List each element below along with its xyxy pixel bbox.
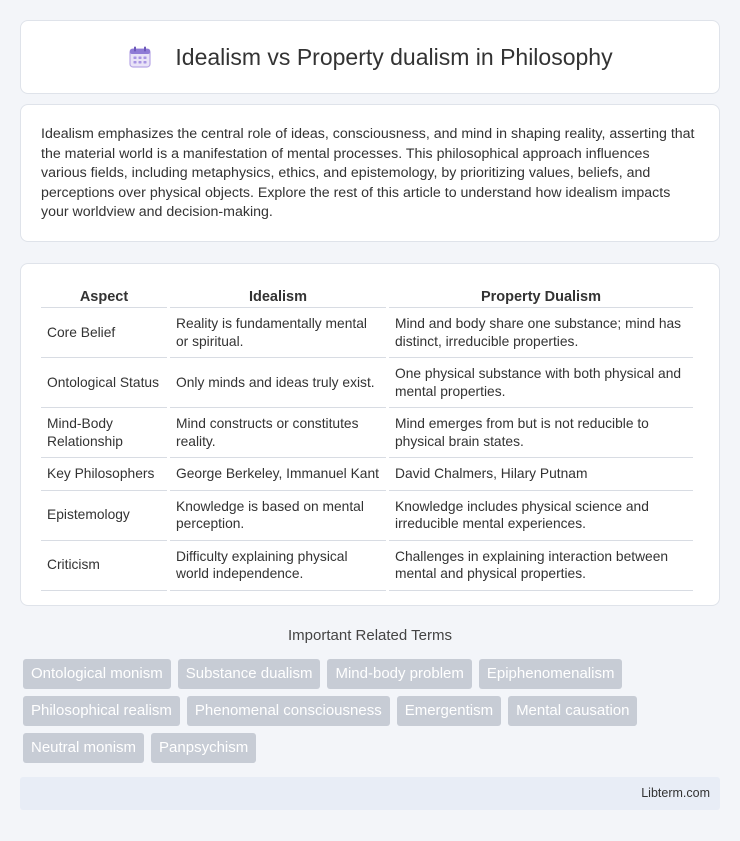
- intro-card: [20, 104, 720, 242]
- table-row: [41, 541, 693, 591]
- row-property-dualism: Mind emerges from but is not reducible to physical brain states.: [389, 408, 693, 458]
- table-row: [41, 408, 693, 458]
- related-term-tag[interactable]: Epiphenomenalism: [479, 659, 623, 689]
- comparison-table-card: [20, 263, 720, 606]
- table-row: [41, 308, 693, 358]
- table-row: [41, 358, 693, 408]
- row-aspect: Ontological Status: [41, 358, 167, 408]
- row-property-dualism: Mind and body share one substance; mind has distinct, irreducible properties.: [389, 308, 693, 358]
- title-card: [20, 20, 720, 94]
- related-term-tag[interactable]: Emergentism: [397, 696, 501, 726]
- related-term-tag[interactable]: Mind-body problem: [327, 659, 471, 689]
- row-property-dualism: Challenges in explaining interaction between mental and physical properties.: [389, 541, 693, 591]
- table-row: [41, 458, 693, 491]
- related-term-tag[interactable]: Substance dualism: [178, 659, 321, 689]
- comparison-table: [38, 286, 696, 591]
- related-term-tag[interactable]: Neutral monism: [23, 733, 144, 763]
- row-idealism: Mind constructs or constitutes reality.: [170, 408, 386, 458]
- row-aspect: Mind-Body Relationship: [41, 408, 167, 458]
- header-idealism: Idealism: [170, 286, 386, 308]
- row-idealism: Knowledge is based on mental perception.: [170, 491, 386, 541]
- row-aspect: Core Belief: [41, 308, 167, 358]
- row-idealism: Reality is fundamentally mental or spiritual.: [170, 308, 386, 358]
- header-aspect: Aspect: [41, 286, 167, 308]
- related-term-tag[interactable]: Mental causation: [508, 696, 637, 726]
- related-term-tag[interactable]: Panpsychism: [151, 733, 256, 763]
- related-terms-heading: Important Related Terms: [288, 627, 452, 644]
- row-property-dualism: One physical substance with both physical and mental properties.: [389, 358, 693, 408]
- row-property-dualism: David Chalmers, Hilary Putnam: [389, 458, 693, 491]
- related-term-tag[interactable]: Phenomenal consciousness: [187, 696, 390, 726]
- row-aspect: Criticism: [41, 541, 167, 591]
- related-term-tag[interactable]: Ontological monism: [23, 659, 171, 689]
- row-aspect: Key Philosophers: [41, 458, 167, 491]
- related-term-tag[interactable]: Philosophical realism: [23, 696, 180, 726]
- intro-paragraph: Idealism emphasizes the central role of ideas, consciousness, and mind in shaping reality, asserting that the material world is a manifestation of mental processes. This philosophical approach influences various fields, including metaphysics, ethics, and epistemology, by prioritizing values, beliefs, and perceptions over physical objects. Explore the rest of this article to understand how idealism impacts your worldview and decision-making.: [41, 126, 695, 221]
- related-terms-list: [23, 659, 713, 763]
- row-idealism: Only minds and ideas truly exist.: [170, 358, 386, 408]
- row-property-dualism: Knowledge includes physical science and irreducible mental experiences.: [389, 491, 693, 541]
- page-title: Idealism vs Property dualism in Philosophy: [175, 43, 613, 70]
- calendar-icon: [127, 44, 153, 70]
- footer-site-link[interactable]: Libterm.com: [641, 786, 710, 800]
- table-header-row: [41, 286, 693, 308]
- row-idealism: George Berkeley, Immanuel Kant: [170, 458, 386, 491]
- row-idealism: Difficulty explaining physical world independence.: [170, 541, 386, 591]
- row-aspect: Epistemology: [41, 491, 167, 541]
- table-row: [41, 491, 693, 541]
- footer: [20, 777, 720, 810]
- header-property-dualism: Property Dualism: [389, 286, 693, 308]
